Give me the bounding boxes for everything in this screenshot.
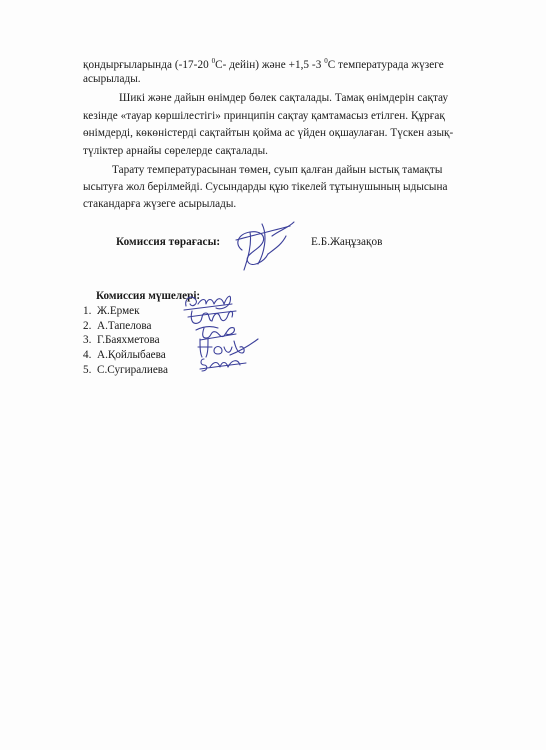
member-name: А.Тапелова (97, 319, 152, 332)
member-name: Г.Баяхметова (97, 334, 160, 347)
superscript: 0 (324, 57, 328, 65)
paragraph-3-line-2: ысытуға жол берілмейді. Сусындарды құю тікелей тұтынушының ыдысына (83, 181, 448, 193)
member-number: 2. (83, 319, 92, 332)
member-number: 1. (83, 304, 92, 317)
member-name: А.Қойлыбаева (97, 349, 166, 362)
chairman-name: Е.Б.Жаңұзақов (311, 236, 383, 248)
chairman-signature (228, 214, 298, 272)
text-segment: қондырғыларында (-17-20 (83, 59, 212, 71)
paragraph-2-line-4: түліктер арнайы сөрелерде сақталады. (83, 145, 269, 157)
superscript: 0 (211, 57, 216, 65)
paragraph-3-line-3: стакандарға жүзеге асырылады. (83, 198, 237, 210)
text-segment: С температурада жүзеге (327, 59, 444, 71)
member-number: 3. (83, 334, 92, 347)
text-segment: С- дейін) және +1,5 -3 (215, 59, 325, 71)
members-title: Комиссия мүшелері: (96, 290, 201, 302)
member-5-signature (196, 353, 248, 373)
member-row (83, 363, 200, 378)
paragraph-1-line-2: асырылады. (83, 73, 141, 85)
member-row (83, 348, 200, 363)
paragraph-2-line-1: Шикі және дайын өнімдер бөлек сақталады. Тамақ өнімдерін сақтау (119, 92, 449, 104)
member-row (83, 319, 200, 334)
member-row (83, 333, 200, 348)
member-name: Ж.Ермек (97, 304, 140, 317)
member-number: 4. (83, 349, 92, 362)
paragraph-3-line-1: Тарату температурасынан төмен, суып қалған дайын ыстық тамақты (112, 164, 443, 176)
chairman-label: Комиссия төрағасы: (116, 236, 221, 248)
paragraph-2-line-3: өнімдерді, көкөністерді сақтайтын қойма ас үйден оқшаулаған. Түскен азық- (83, 127, 454, 139)
member-name: С.Сугиралиева (97, 363, 168, 376)
member-number: 5. (83, 363, 92, 376)
paragraph-2-line-2: кезінде «тауар көршілестігі» принципін сақтау қамтамасыз етілген. Құрғақ (83, 110, 445, 122)
